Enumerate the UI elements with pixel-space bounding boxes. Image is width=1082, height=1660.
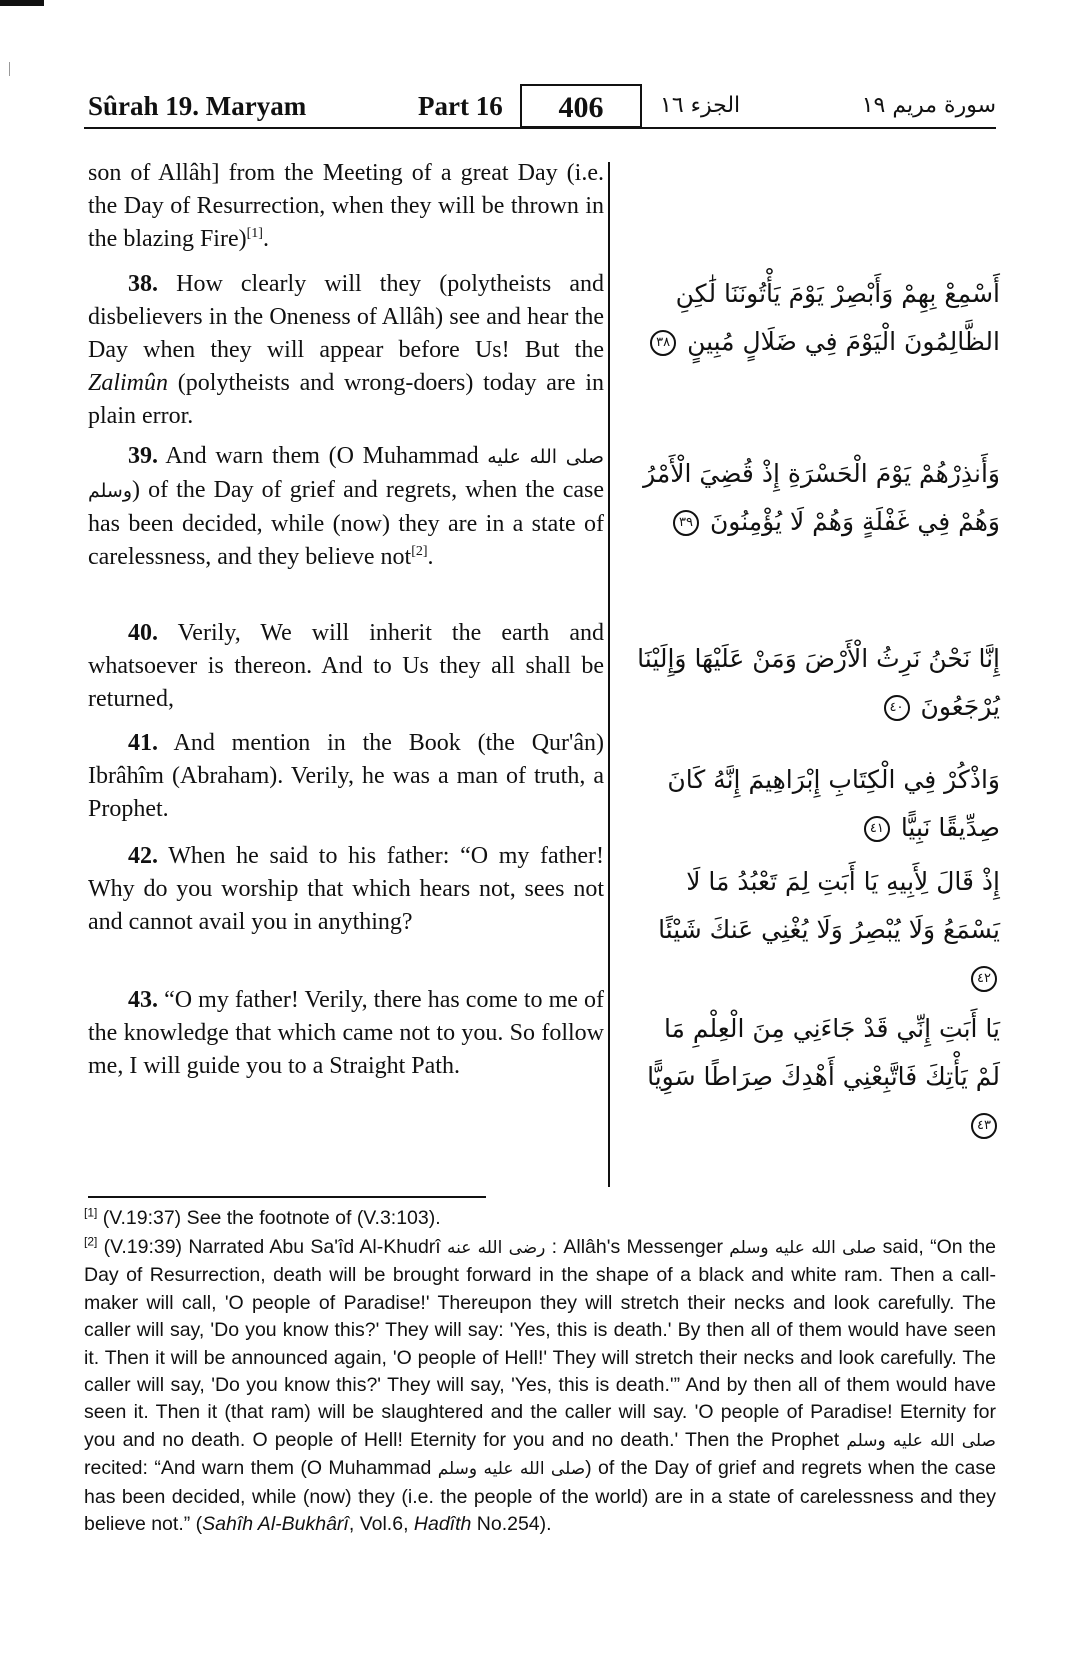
footnote-text: No.254). [471,1513,552,1536]
ayah-number-marker: ٤٠ [884,695,910,721]
verse-number: 42. [128,843,158,869]
footnote-mark: [1] [84,1205,98,1220]
arabic-verse-text: إِذْ قَالَ لِأَبِيهِ يَا أَبَتِ لِمَ تَعْبُدُ مَا لَا يَسْمَعُ وَلَا يُبْصِرُ وَلَا يُغْنِي عَنكَ شَيْئًا [658,867,1000,944]
verse-42-en [88,840,604,939]
verse-number: 38. [128,271,158,297]
footnote-ref-1: [1] [246,226,263,241]
continuation-text: son of Allâh] from the Meeting of a great Day (i.e. the Day of Resurrection, when they will be thrown in the blazing Fire) [88,160,604,252]
salutation-ar: صلى الله عليه وسلم [437,1459,586,1480]
arabic-verse-text: وَاذْكُرْ فِي الْكِتَابِ إِبْرَاهِيمَ إِنَّهُ كَانَ صِدِّيقًا نَبِيًّا [667,765,1000,842]
verse-38-en [88,268,604,433]
verse-40-ar [632,635,1000,731]
footnote-mark: [2] [84,1234,98,1249]
footnote-text: recited: “And warn them (O Muhammad [84,1457,438,1480]
footnote-text: (V.19:37) See the footnote of (V.3:103). [97,1207,441,1229]
verse-40-en [88,617,604,716]
honorific-ar: رضى الله عنه [447,1238,546,1258]
footnote-text: said, “On the Day of Resurrection, death will be brought forward in the shape of a black and white ram. Then a call-maker will call, 'O people of Paradise!' Thereupon they will stretch their necks and look carefully. The caller will say, 'Do you know this?' They will say: 'Yes, this is death.' By then all of them would have seen it. Then it will be announced again, 'O people of Hell!' They will stretch their necks and look carefully. The caller will say, 'Do you know this?' They will say, 'Yes, this is death.'” And by then all of them would have seen it. Then it (that ram) will be slaughtered and the caller will say. 'O people of Paradise! Eternity for you and no death. O people of Hell! Eternity for you and no death.' Then the Prophet [84,1236,997,1451]
surah-title-en: Sûrah 19. Maryam [88,91,307,121]
verse-42-ar [632,858,1000,1002]
verse-text: And mention in the Book (the Qur'ân) Ibrâhîm (Abraham). Verily, he was a man of truth, a Prophet. [88,730,604,822]
footnote-ref-2: [2] [411,544,428,559]
verse-38-ar [632,270,1000,366]
verse-text: When he said to his father: “O my father! Why do you worship that which hears not, sees not and cannot avail you in anything? [88,843,604,935]
verse-43-en [88,984,604,1083]
part-label-en: Part 16 [418,91,503,121]
verse-text-end: . [427,544,434,570]
ayah-number-marker: ٤٣ [971,1113,997,1139]
arabic-verse-text: يَا أَبَتِ إِنِّي قَدْ جَاءَنِي مِنَ الْعِلْمِ مَا لَمْ يَأْتِكَ فَاتَّبِعْنِي أَهْدِكَ صِرَاطًا سَوِيًّا [647,1014,1000,1091]
footnote-text: ) of the Day of grief and regrets when the case has been decided, while (now) they (i.e. the people of the world) are in a state of carelessness and they believe not.” ( [84,1457,996,1536]
verse-text: (polytheists and wrong-doers) today are in plain error. [88,370,604,429]
verse-41-en [88,727,604,826]
verse-39-ar [632,450,1000,546]
header-rule [84,127,996,129]
verse-text: ) of the Day of grief and regrets, when the case has been decided, while (now) they are in a state of carelessness, and they believe not [88,477,604,570]
ayah-number-marker: ٣٨ [650,330,676,356]
arabic-verse-text: وَأَنذِرْهُمْ يَوْمَ الْحَسْرَةِ إِذْ قُضِيَ الْأَمْرُ وَهُمْ فِي غَفْلَةٍ وَهُمْ لَا يُؤْمِنُونَ [643,459,1000,536]
part-label-ar: الجزء ١٦ [660,93,741,118]
verse-number: 41. [128,730,158,756]
verse-italic-term: Zalimûn [88,370,169,396]
footnote-text: , Vol.6, [348,1513,414,1536]
continuation-end: . [262,226,269,252]
column-divider [608,162,610,1187]
verse-text: And warn them (O Muhammad [158,443,488,469]
verse-text: How clearly will they (polytheists and disbelievers in the Oneness of Allâh) see and hear the Day when they will appear before Us! But the [88,271,604,363]
ayah-number-marker: ٣٩ [673,510,699,536]
salutation-ar: صلى الله عليه وسلم [88,446,605,502]
salutation-ar: صلى الله عليه وسلم [846,1430,996,1451]
verse-number: 40. [128,620,158,646]
footnote-text: (V.19:39) Narrated Abu Sa'îd Al-Khudrî [97,1236,447,1258]
scan-edge-mark [9,62,10,76]
verse-number: 39. [128,443,158,469]
footnote-rule [88,1196,486,1198]
arabic-verse-text: إِنَّا نَحْنُ نَرِثُ الْأَرْضَ وَمَنْ عَلَيْهَا وَإِلَيْنَا يُرْجَعُونَ [637,644,1000,721]
scan-corner-mark [0,0,44,6]
ayah-number-marker: ٤١ [864,816,890,842]
verse-text: “O my father! Verily, there has come to me of the knowledge that which came not to you. So follow me, I will guide you to a Straight Path. [88,987,604,1079]
ayah-number-marker: ٤٢ [971,966,997,992]
footnote-1 [84,1205,996,1232]
arabic-verse-text: أَسْمِعْ بِهِمْ وَأَبْصِرْ يَوْمَ يَأْتُونَنَا لَٰكِنِ الظَّالِمُونَ الْيَوْمَ فِي ضَلَالٍ مُبِينٍ [675,279,1000,356]
salutation-ar: صلى الله عليه وسلم [729,1238,877,1258]
verse-number: 43. [128,987,158,1013]
footnote-text: : Allâh's Messenger [545,1236,730,1258]
verse-continuation [88,157,604,256]
source-term: Hadîth [413,1513,472,1536]
source-title: Sahîh Al-Bukhârî [202,1513,349,1536]
page-number: 406 [520,84,642,128]
footnote-2 [84,1234,996,1538]
verse-39-en [88,440,604,574]
verse-43-ar [632,1005,1000,1149]
surah-title-ar: سورة مريم ١٩ [861,93,996,118]
verse-41-ar [632,756,1000,852]
verse-text: Verily, We will inherit the earth and whatsoever is thereon. And to Us they all shall be returned, [88,620,604,712]
